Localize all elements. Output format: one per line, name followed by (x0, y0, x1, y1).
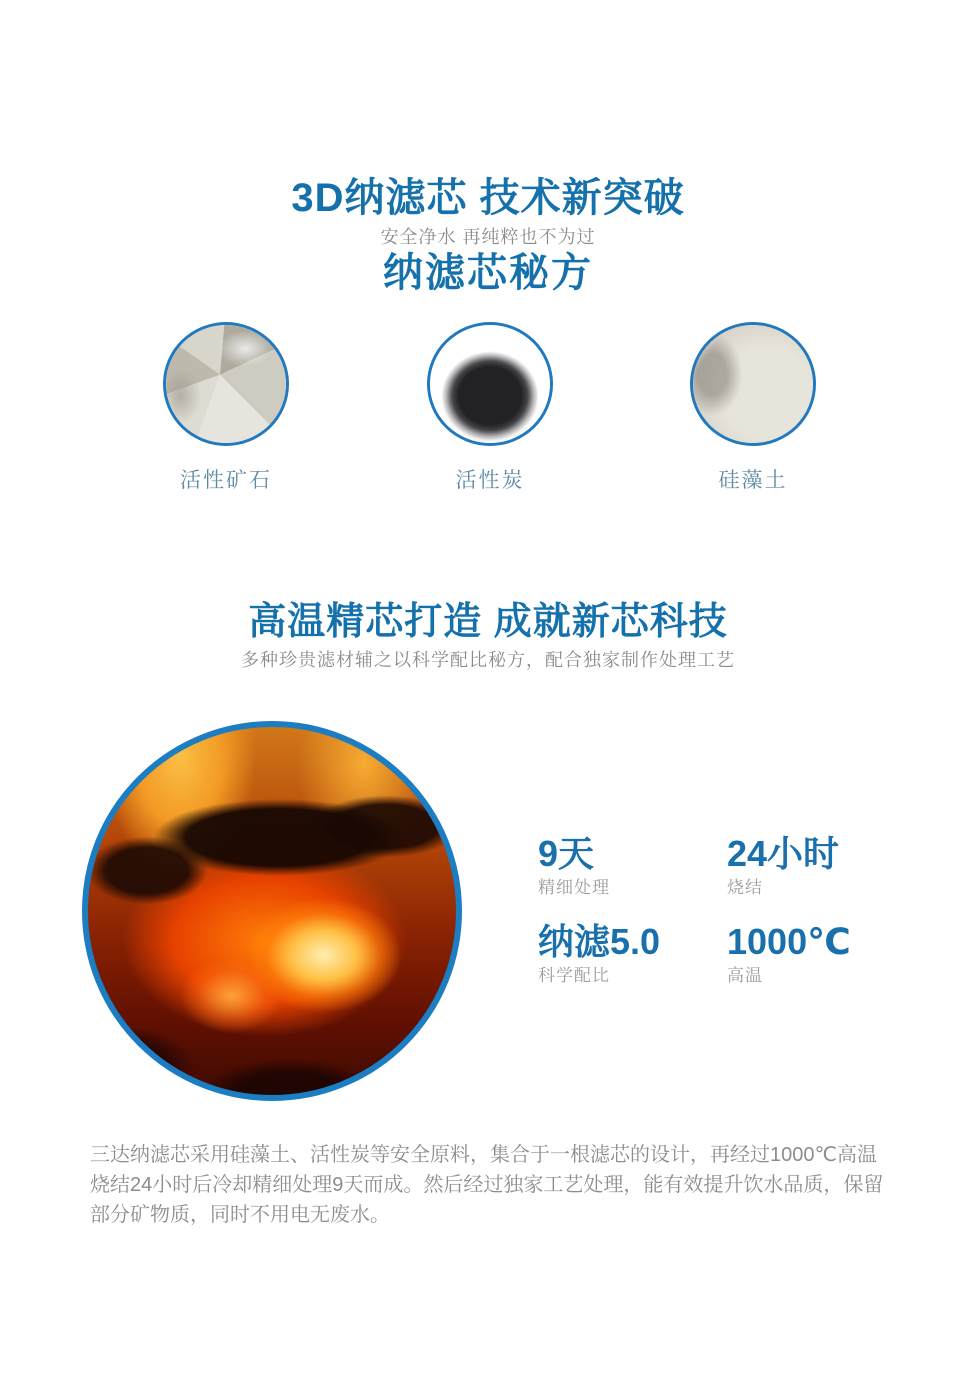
stat-value: 9天 (538, 833, 595, 874)
material-label: 活性炭 (455, 469, 525, 492)
material-item-carbon (390, 322, 590, 494)
material-item-diatomite (653, 322, 853, 494)
stat-temperature (727, 922, 851, 986)
material-circle-frame (427, 322, 553, 446)
stat-value: 24小时 (727, 833, 840, 874)
process-stats (538, 834, 851, 986)
secret-formula-title: 纳滤芯秘方 (383, 251, 593, 295)
process-title: 高温精芯打造 成就新芯科技 (248, 601, 728, 643)
stat-label: 科学配比 (538, 966, 610, 985)
activated-carbon-photo (430, 325, 550, 443)
burning-coals-photo (82, 721, 462, 1101)
stat-sintering (727, 834, 851, 898)
material-item-mineral (126, 322, 326, 494)
material-label: 活性矿石 (180, 469, 272, 492)
stat-label: 烧结 (727, 878, 763, 897)
mineral-rocks-photo (166, 325, 286, 443)
product-description-paragraph: 三达纳滤芯采用硅藻土、活性炭等安全原料，集合于一根滤芯的设计，再经过1000℃高温烧结24小时后冷却精细处理9天而成。然后经过独家工艺处理，能有效提升饮水品质，保留部分矿物质，同时不用电无废水。 (90, 1144, 884, 1226)
hero-subtitle: 安全净水 再纯粹也不为过 (380, 227, 596, 247)
stat-label: 高温 (727, 966, 763, 985)
stat-formula (538, 922, 727, 986)
material-label: 硅藻土 (718, 469, 788, 492)
material-circle-frame (690, 322, 816, 446)
diatomite-powder-photo (693, 325, 813, 443)
material-circle-frame (163, 322, 289, 446)
stat-value: 1000℃ (727, 921, 851, 962)
process-subtitle: 多种珍贵滤材辅之以科学配比秘方，配合独家制作处理工艺 (241, 650, 735, 670)
hero-title: 3D纳滤芯 技术新突破 (291, 176, 685, 220)
stat-label: 精细处理 (538, 878, 610, 897)
stat-value: 纳滤5.0 (538, 921, 661, 962)
stat-fine-processing (538, 834, 727, 898)
